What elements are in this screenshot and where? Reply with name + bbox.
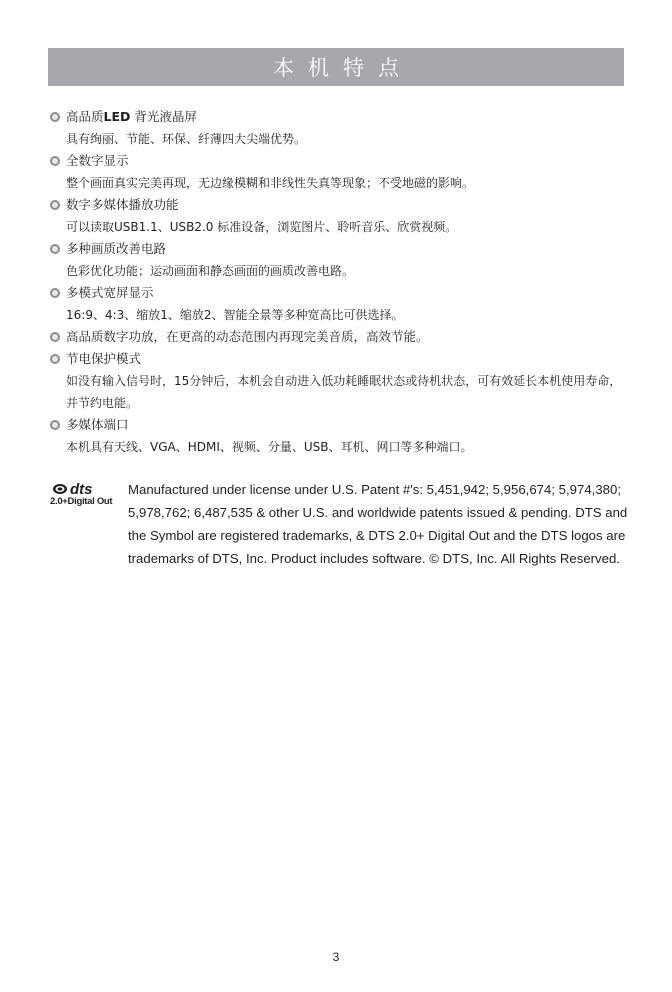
page-title: 本机特点 — [48, 48, 624, 86]
feature-description: 如没有输入信号时，15分钟后，本机会自动进入低功耗睡眠状态或待机状态，可有效延长本机使用寿命，并节约电能。 — [66, 374, 622, 410]
feature-description: 色彩优化功能；运动画面和静态画面的画质改善电路。 — [66, 264, 355, 278]
feature-title: 高品质LED 背光液晶屏 — [48, 106, 638, 128]
feature-description: 可以读取USB1.1、USB2.0 标准设备，浏览图片、聆听音乐、欣赏视频。 — [66, 220, 458, 234]
feature-title: 多媒体端口 — [48, 414, 638, 436]
feature-item — [48, 106, 638, 150]
feature-title: 多种画质改善电路 — [48, 238, 638, 260]
feature-item — [48, 238, 638, 282]
bullet-icon — [50, 112, 60, 122]
feature-item — [48, 150, 638, 194]
bullet-icon — [50, 420, 60, 430]
dts-logo — [48, 478, 118, 518]
feature-title: 多模式宽屏显示 — [48, 282, 638, 304]
dts-logo-subtitle: 2.0+Digital Out — [50, 496, 113, 507]
bullet-icon — [50, 288, 60, 298]
feature-description: 具有绚丽、节能、环保、纤薄四大尖端优势。 — [66, 132, 307, 146]
feature-title: 节电保护模式 — [48, 348, 638, 370]
dts-license-notice: Manufactured under license under U.S. Patent #'s: 5,451,942; 5,956,674; 5,974,380; 5,978,762; 6,487,535 & other U.S. and worldwide patents issued & pending. DTS and the Symbol are registered trademarks, & DTS 2.0+ Digital Out and the DTS logos are trademarks of DTS, Inc. Product includes software. © DTS, Inc. All Rights Reserved. — [128, 482, 628, 566]
feature-title: 高品质数字功放，在更高的动态范围内再现完美音质，高效节能。 — [48, 326, 638, 348]
dts-wordmark: dts — [70, 481, 93, 498]
bullet-icon — [50, 200, 60, 210]
page-number: 3 — [332, 950, 340, 964]
feature-title: 数字多媒体播放功能 — [48, 194, 638, 216]
feature-item — [48, 348, 638, 414]
bullet-icon — [50, 354, 60, 364]
feature-description: 16:9、4:3、缩放1、缩放2、智能全景等多种宽高比可供选择。 — [66, 308, 404, 322]
feature-item — [48, 326, 638, 348]
feature-description: 本机具有天线、VGA、HDMI、视频、分量、USB、耳机、网口等多种端口。 — [66, 440, 473, 454]
bullet-icon — [50, 332, 60, 342]
feature-item — [48, 282, 638, 326]
bullet-icon — [50, 156, 60, 166]
feature-item — [48, 414, 638, 458]
dts-license — [48, 478, 638, 578]
feature-description: 整个画面真实完美再现，无边缘模糊和非线性失真等现象；不受地磁的影响。 — [66, 176, 475, 190]
feature-title: 全数字显示 — [48, 150, 638, 172]
feature-list — [48, 106, 638, 458]
feature-item — [48, 194, 638, 238]
bullet-icon — [50, 244, 60, 254]
